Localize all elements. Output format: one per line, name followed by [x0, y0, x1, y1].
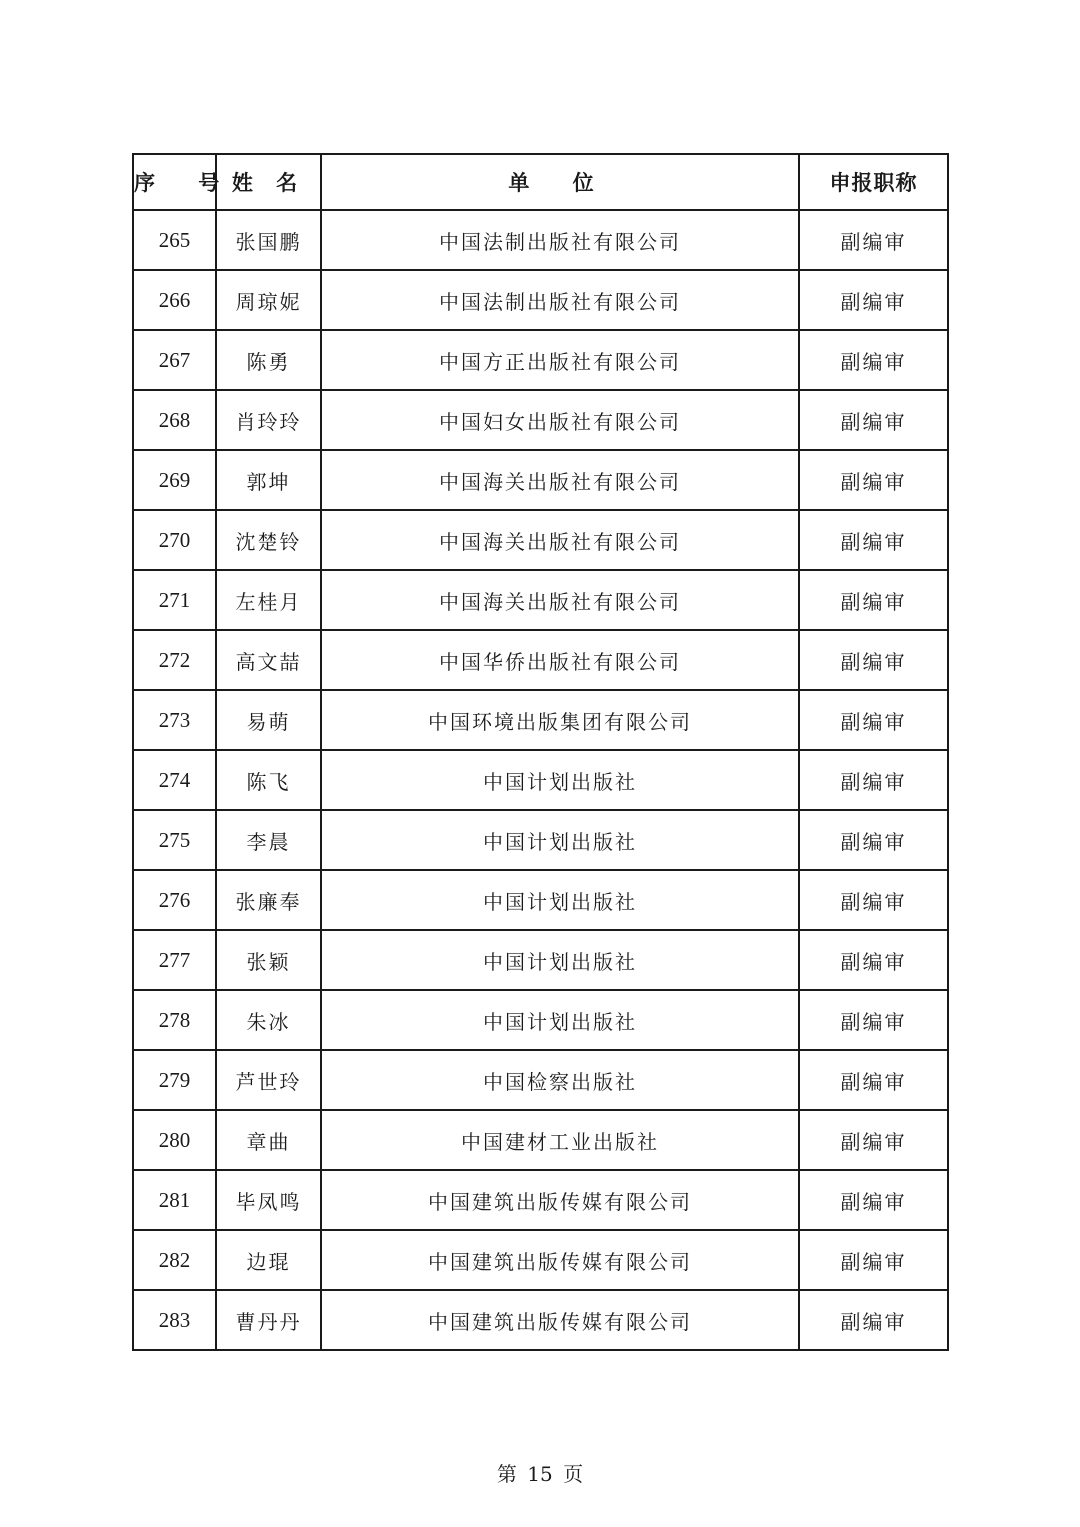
table-row — [133, 1050, 948, 1110]
unit-cell: 中国计划出版社 — [321, 750, 799, 810]
name-cell: 章曲 — [216, 1110, 321, 1170]
table-row — [133, 1170, 948, 1230]
unit-cell: 中国计划出版社 — [321, 990, 799, 1050]
serial-number-cell: 279 — [133, 1050, 216, 1110]
unit-cell: 中国建筑出版传媒有限公司 — [321, 1290, 799, 1350]
serial-number-cell: 272 — [133, 630, 216, 690]
name-cell: 周琼妮 — [216, 270, 321, 330]
title-cell: 副编审 — [799, 510, 948, 570]
roster-table — [132, 153, 949, 1351]
header-unit: 单 位 — [321, 154, 799, 210]
title-cell: 副编审 — [799, 690, 948, 750]
unit-cell: 中国华侨出版社有限公司 — [321, 630, 799, 690]
table-row — [133, 390, 948, 450]
title-cell: 副编审 — [799, 330, 948, 390]
name-cell: 张颖 — [216, 930, 321, 990]
title-cell: 副编审 — [799, 930, 948, 990]
name-cell: 张廉奉 — [216, 870, 321, 930]
serial-number-cell: 277 — [133, 930, 216, 990]
serial-number-cell: 269 — [133, 450, 216, 510]
serial-number-cell: 276 — [133, 870, 216, 930]
title-cell: 副编审 — [799, 1050, 948, 1110]
title-cell: 副编审 — [799, 570, 948, 630]
unit-cell: 中国海关出版社有限公司 — [321, 450, 799, 510]
title-cell: 副编审 — [799, 810, 948, 870]
title-cell: 副编审 — [799, 1110, 948, 1170]
table-row — [133, 570, 948, 630]
serial-number-cell: 283 — [133, 1290, 216, 1350]
serial-number-cell: 268 — [133, 390, 216, 450]
title-cell: 副编审 — [799, 270, 948, 330]
header-row — [133, 154, 948, 210]
table-row — [133, 630, 948, 690]
unit-cell: 中国计划出版社 — [321, 870, 799, 930]
table-row — [133, 690, 948, 750]
name-cell: 高文喆 — [216, 630, 321, 690]
name-cell: 张国鹏 — [216, 210, 321, 270]
table-header — [133, 154, 948, 210]
table-row — [133, 270, 948, 330]
title-cell: 副编审 — [799, 870, 948, 930]
header-name: 姓 名 — [216, 154, 321, 210]
table-row — [133, 990, 948, 1050]
unit-cell: 中国海关出版社有限公司 — [321, 570, 799, 630]
table-row — [133, 870, 948, 930]
name-cell: 边琨 — [216, 1230, 321, 1290]
title-cell: 副编审 — [799, 1230, 948, 1290]
serial-number-cell: 278 — [133, 990, 216, 1050]
serial-number-cell: 273 — [133, 690, 216, 750]
serial-number-cell: 282 — [133, 1230, 216, 1290]
name-cell: 肖玲玲 — [216, 390, 321, 450]
serial-number-cell: 275 — [133, 810, 216, 870]
unit-cell: 中国方正出版社有限公司 — [321, 330, 799, 390]
serial-number-cell: 280 — [133, 1110, 216, 1170]
serial-number-cell: 265 — [133, 210, 216, 270]
name-cell: 沈楚铃 — [216, 510, 321, 570]
table-row — [133, 510, 948, 570]
title-cell: 副编审 — [799, 390, 948, 450]
unit-cell: 中国环境出版集团有限公司 — [321, 690, 799, 750]
unit-cell: 中国计划出版社 — [321, 810, 799, 870]
title-cell: 副编审 — [799, 1170, 948, 1230]
table-row — [133, 1110, 948, 1170]
title-cell: 副编审 — [799, 450, 948, 510]
table-row — [133, 210, 948, 270]
table-row — [133, 1290, 948, 1350]
title-cell: 副编审 — [799, 750, 948, 810]
unit-cell: 中国妇女出版社有限公司 — [321, 390, 799, 450]
name-cell: 陈飞 — [216, 750, 321, 810]
unit-cell: 中国建材工业出版社 — [321, 1110, 799, 1170]
unit-cell: 中国法制出版社有限公司 — [321, 270, 799, 330]
name-cell: 郭坤 — [216, 450, 321, 510]
table-row — [133, 750, 948, 810]
unit-cell: 中国建筑出版传媒有限公司 — [321, 1170, 799, 1230]
header-serial-number: 序 号 — [133, 154, 216, 210]
page-number: 第 15 页 — [496, 1462, 584, 1486]
name-cell: 易萌 — [216, 690, 321, 750]
serial-number-cell: 281 — [133, 1170, 216, 1230]
table-row — [133, 930, 948, 990]
unit-cell: 中国建筑出版传媒有限公司 — [321, 1230, 799, 1290]
unit-cell: 中国检察出版社 — [321, 1050, 799, 1110]
name-cell: 左桂月 — [216, 570, 321, 630]
name-cell: 芦世玲 — [216, 1050, 321, 1110]
header-title: 申报职称 — [799, 154, 948, 210]
table-row — [133, 450, 948, 510]
name-cell: 陈勇 — [216, 330, 321, 390]
serial-number-cell: 274 — [133, 750, 216, 810]
unit-cell: 中国法制出版社有限公司 — [321, 210, 799, 270]
title-cell: 副编审 — [799, 630, 948, 690]
serial-number-cell: 271 — [133, 570, 216, 630]
table-body — [133, 210, 948, 1350]
name-cell: 朱冰 — [216, 990, 321, 1050]
serial-number-cell: 267 — [133, 330, 216, 390]
name-cell: 曹丹丹 — [216, 1290, 321, 1350]
table-row — [133, 1230, 948, 1290]
serial-number-cell: 266 — [133, 270, 216, 330]
unit-cell: 中国计划出版社 — [321, 930, 799, 990]
title-cell: 副编审 — [799, 1290, 948, 1350]
unit-cell: 中国海关出版社有限公司 — [321, 510, 799, 570]
table-row — [133, 810, 948, 870]
name-cell: 李晨 — [216, 810, 321, 870]
name-cell: 毕凤鸣 — [216, 1170, 321, 1230]
serial-number-cell: 270 — [133, 510, 216, 570]
table-row — [133, 330, 948, 390]
title-cell: 副编审 — [799, 210, 948, 270]
title-cell: 副编审 — [799, 990, 948, 1050]
